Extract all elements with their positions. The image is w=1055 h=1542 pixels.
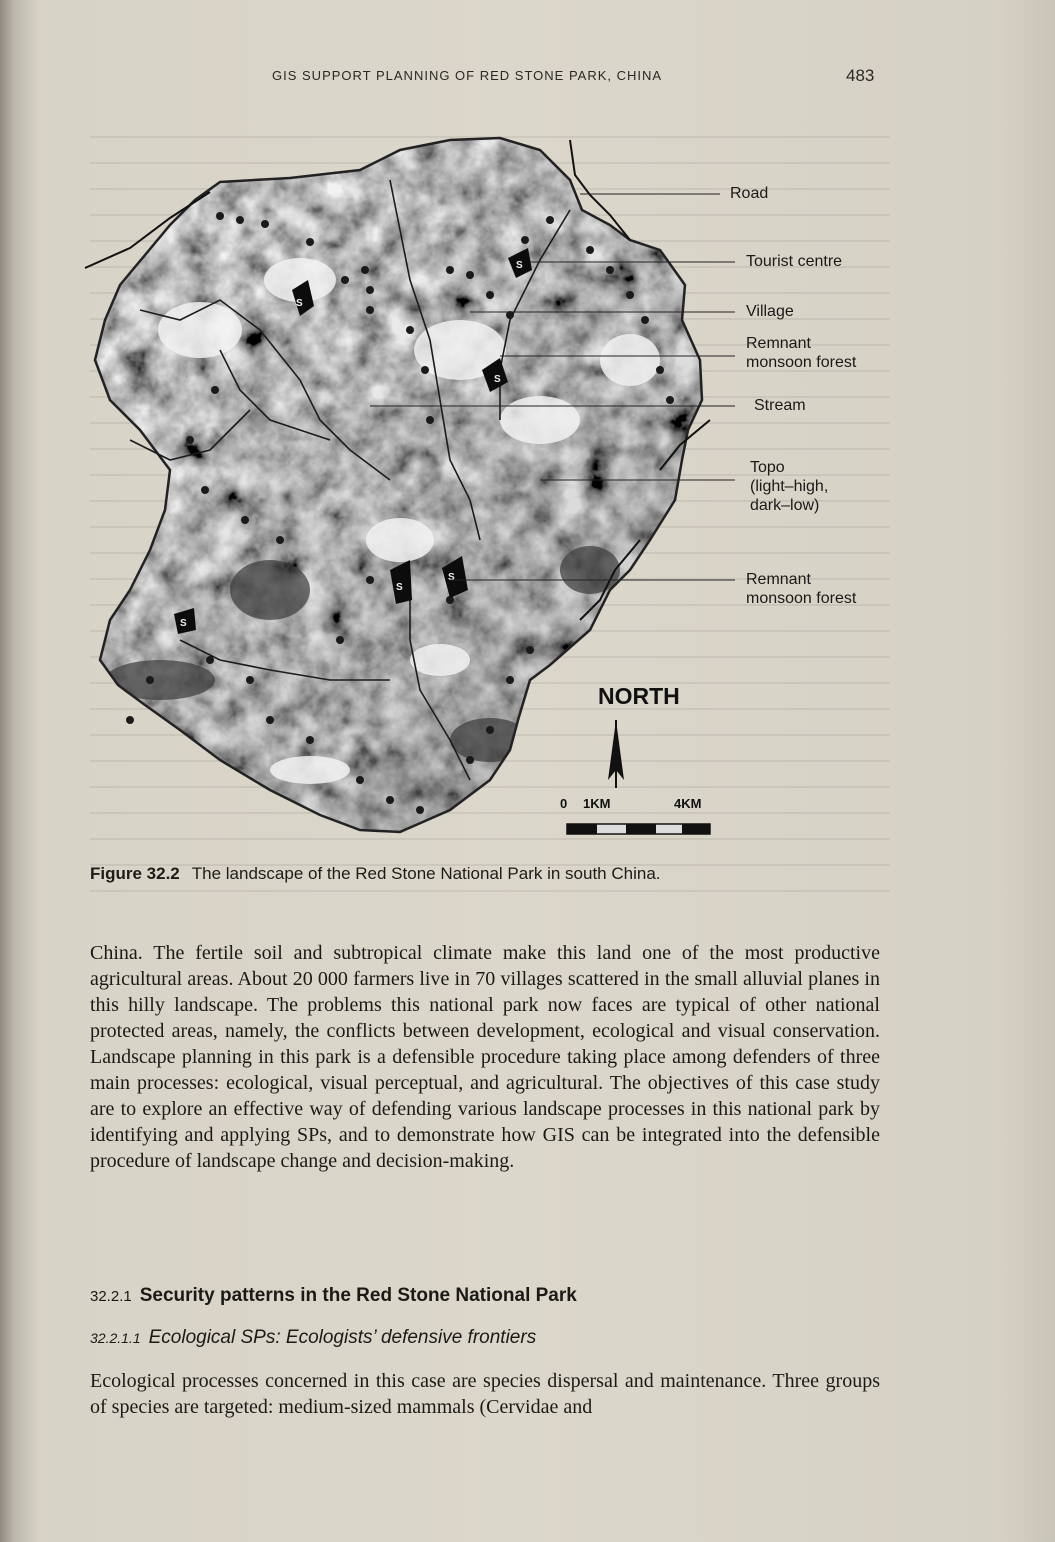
subsection-title: Ecological SPs: Ecologists’ defensive frontiers <box>148 1327 537 1348</box>
legend-stream: Stream <box>754 397 806 414</box>
figure-caption-number: Figure 32.2 <box>90 864 180 883</box>
legend-topo-line3: dark–low) <box>750 497 820 514</box>
legend-remnant-forest-1 <box>746 334 856 372</box>
scale-bar <box>567 824 710 834</box>
section-title: Security patterns in the Red Stone National Park <box>139 1285 577 1306</box>
legend-topo <box>750 458 828 515</box>
legend-road: Road <box>730 185 769 202</box>
legend-topo-line1: Topo <box>750 459 785 476</box>
tourist-centre-symbol: S <box>494 374 501 385</box>
scale-label-zero: 0 <box>560 796 568 811</box>
tourist-centre-symbol: S <box>296 298 303 309</box>
figure-caption-text: The landscape of the Red Stone National Park in south China. <box>191 864 661 883</box>
north-label: NORTH <box>598 683 680 709</box>
section-number: 32.2.1 <box>90 1288 132 1305</box>
subsection-number: 32.2.1.1 <box>90 1330 141 1346</box>
legend-remnant-forest-2-line1: Remnant <box>746 571 811 588</box>
legend-remnant-forest-1-line1: Remnant <box>746 335 811 352</box>
tourist-centre-symbol: S <box>448 572 455 583</box>
section-heading <box>90 1285 577 1307</box>
figure-caption <box>90 864 890 884</box>
body-paragraph-1: China. The fertile soil and subtropical climate make this land one of the most productive agricultural areas. About 20 000 farmers live in 70 villages scattered in the small alluvial planes in this hilly landscape. The problems this national park now faces are typical of other national protected areas, namely, the conflicts between development, ecological and visual conservation. Landscape planning in this park is a defensible procedure taking place among defenders of three main processes: ecological, visual perceptual, and agricultural. The objectives of this case study are to explore an effective way of defending various landscape processes in this national park by identifying and applying SPs, and to demonstrate how GIS can be integrated into the defensible procedure of landscape change and decision-making. <box>90 942 880 1172</box>
tourist-centre-symbol: S <box>396 582 403 593</box>
tourist-centre-symbol: S <box>516 260 523 271</box>
legend-tourist-centre: Tourist centre <box>746 253 843 270</box>
page-number: 483 <box>846 66 875 85</box>
body-paragraph-2: Ecological processes concerned in this case are species dispersal and maintenance. Three groups of species are targeted: medium-sized mammals (Cervidae and <box>90 1370 880 1418</box>
legend-remnant-forest-1-line2: monsoon forest <box>746 354 857 371</box>
park-landscape-map <box>70 120 890 860</box>
legend-topo-line2: (light–high, <box>750 478 829 495</box>
subsection-heading <box>90 1327 536 1349</box>
scale-label-four: 4KM <box>674 796 702 811</box>
scale-label-one: 1KM <box>583 796 611 811</box>
legend-remnant-forest-2 <box>746 570 856 608</box>
running-head: GIS SUPPORT PLANNING OF RED STONE PARK, CHINA <box>272 68 663 83</box>
legend-remnant-forest-2-line2: monsoon forest <box>746 590 857 607</box>
legend-village: Village <box>746 303 794 320</box>
north-arrow <box>608 720 624 788</box>
tourist-centre-symbol: S <box>180 618 187 629</box>
